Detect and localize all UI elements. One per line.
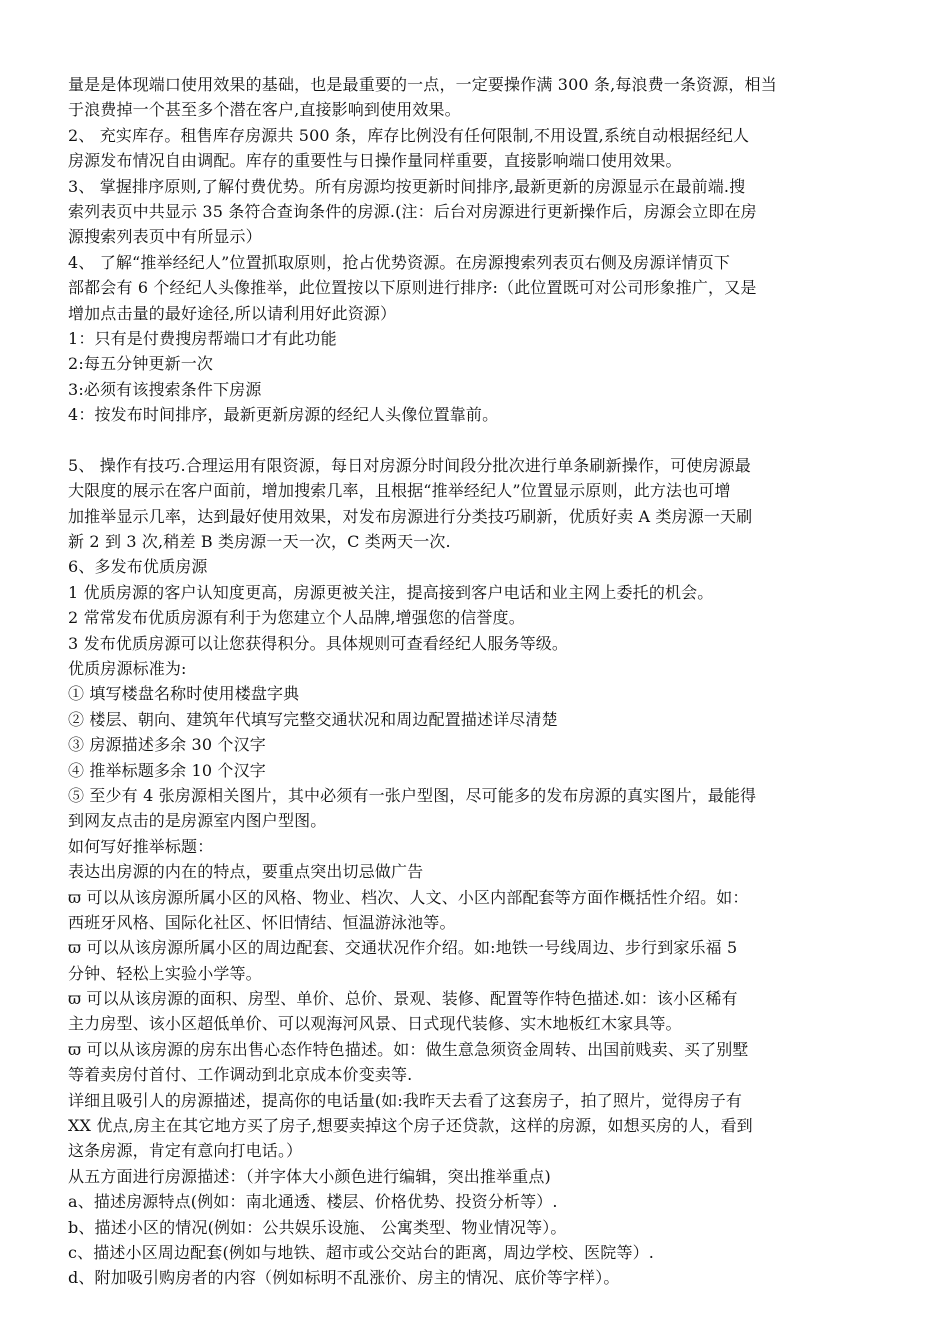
text-line: 新 2 到 3 次,稍差 B 类房源一天一次，C 类两天一次. bbox=[68, 532, 451, 552]
document-body bbox=[68, 72, 886, 1291]
text-line: 6、多发布优质房源 bbox=[68, 557, 208, 577]
text-line: 表达出房源的内在的特点，要重点突出切忌做广告 bbox=[68, 862, 424, 882]
text-line: ϖ 可以从该房源所属小区的周边配套、交通状况作介绍。如:地铁一号线周边、步行到家乐福 5 bbox=[68, 938, 738, 958]
text-line: 3、 掌握排序原则,了解付费优势。所有房源均按更新时间排序,最新更新的房源显示在最前端.搜 bbox=[68, 176, 746, 196]
text-line: 到网友点击的是房源室内图户型图。 bbox=[68, 811, 327, 831]
text-line: 如何写好推举标题： bbox=[68, 836, 214, 856]
text-line: ① 填写楼盘名称时使用楼盘字典 bbox=[68, 684, 300, 704]
text-line: d、附加吸引购房者的内容（例如标明不乱涨价、房主的情况、底价等字样）。 bbox=[68, 1268, 620, 1288]
text-line: ⑤ 至少有 4 张房源相关图片，其中必须有一张户型图，尽可能多的发布房源的真实图片，最能得 bbox=[68, 785, 757, 805]
text-line: 3:必须有该搜索条件下房源 bbox=[68, 379, 262, 399]
text-line: 等着卖房付首付、工作调动到北京成本价变卖等. bbox=[68, 1065, 413, 1085]
text-line: 主力房型、该小区超低单价、可以观海河风景、日式现代装修、实木地板红木家具等。 bbox=[68, 1014, 682, 1034]
text-line: ③ 房源描述多余 30 个汉字 bbox=[68, 735, 266, 755]
text-line: 量是是体现端口使用效果的基础，也是最重要的一点，一定要操作满 300 条,每浪费一条资源，相当 bbox=[68, 75, 777, 94]
text-line: b、描述小区的情况(例如：公共娱乐设施、 公寓类型、物业情况等）。 bbox=[68, 1217, 567, 1237]
text-line: 源搜索列表页中有所显示） bbox=[68, 227, 262, 247]
text-line: 详细且吸引人的房源描述，提高你的电话量(如:我昨天去看了这套房子，拍了照片，觉得房子有 bbox=[68, 1090, 743, 1110]
text-line: 大限度的展示在客户面前，增加搜索几率，且根据“推举经纪人”位置显示原则，此方法也可增 bbox=[68, 481, 731, 501]
text-line: 5、 操作有技巧.合理运用有限资源，每日对房源分时间段分批次进行单条刷新操作，可使房源最 bbox=[68, 455, 751, 475]
text-line: 部都会有 6 个经纪人头像推举，此位置按以下原则进行排序:（此位置既可对公司形象推广，又是 bbox=[68, 278, 757, 298]
text-line: 2、 充实库存。租售库存房源共 500 条，库存比例没有任何限制,不用设置,系统自动根据经纪人 bbox=[68, 125, 750, 145]
text-line: 西班牙风格、国际化社区、怀旧情结、恒温游泳池等。 bbox=[68, 912, 456, 932]
text-line: 3 发布优质房源可以让您获得积分。具体规则可查看经纪人服务等级。 bbox=[68, 633, 569, 653]
text-line: ④ 推举标题多余 10 个汉字 bbox=[68, 760, 266, 780]
text-line: 4、 了解“推举经纪人”位置抓取原则，抢占优势资源。在房源搜索列表页右侧及房源详情页下 bbox=[68, 252, 731, 272]
text-line: 从五方面进行房源描述：（并字体大小颜色进行编辑，突出推举重点) bbox=[68, 1166, 551, 1186]
text-line: 2 常常发布优质房源有利于为您建立个人品牌,增强您的信誉度。 bbox=[68, 608, 525, 628]
text-line: ϖ 可以从该房源所属小区的风格、物业、档次、人文、小区内部配套等方面作概括性介绍。如： bbox=[68, 887, 749, 907]
text-line: 索列表页中共显示 35 条符合查询条件的房源.(注：后台对房源进行更新操作后，房源会立即在房 bbox=[68, 201, 757, 221]
text-line: a、描述房源特点(例如：南北通透、楼层、价格优势、投资分析等）. bbox=[68, 1192, 558, 1212]
text-line: 房源发布情况自由调配。库存的重要性与日操作量同样重要，直接影响端口使用效果。 bbox=[68, 151, 682, 171]
text-line: 加推举显示几率，达到最好使用效果，对发布房源进行分类技巧刷新，优质好卖 A 类房源一天刷 bbox=[68, 506, 753, 526]
text-line: 这条房源，肯定有意向打电话。） bbox=[68, 1141, 303, 1161]
text-line: 1：只有是付费搜房帮端口才有此功能 bbox=[68, 328, 337, 348]
text-line: ② 楼层、朝向、建筑年代填写完整交通状况和周边配置描述详尽清楚 bbox=[68, 709, 558, 729]
text-line: 4：按发布时间排序，最新更新房源的经纪人头像位置靠前。 bbox=[68, 405, 499, 425]
text-line: 优质房源标准为: bbox=[68, 658, 187, 678]
text-line: XX 优点,房主在其它地方买了房子,想要卖掉这个房子还贷款，这样的房源，如想买房的人，看到 bbox=[68, 1116, 753, 1136]
text-line: ϖ 可以从该房源的面积、房型、单价、总价、景观、装修、配置等作特色描述.如：该小区稀有 bbox=[68, 989, 738, 1009]
text-line: 1 优质房源的客户认知度更高，房源更被关注，提高接到客户电话和业主网上委托的机会。 bbox=[68, 582, 714, 602]
text-line: ϖ 可以从该房源的房东出售心态作特色描述。如：做生意急须资金周转、出国前贱卖、买了别墅 bbox=[68, 1039, 749, 1059]
text-line: c、描述小区周边配套(例如与地铁、超市或公交站台的距离，周边学校、医院等）. bbox=[68, 1242, 654, 1262]
blank-line bbox=[68, 427, 886, 452]
text-line: 分钟、轻松上实验小学等。 bbox=[68, 963, 262, 983]
text-line: 2:每五分钟更新一次 bbox=[68, 354, 214, 374]
text-line: 增加点击量的最好途径,所以请利用好此资源） bbox=[68, 303, 397, 323]
text-line: 于浪费掉一个甚至多个潜在客户,直接影响到使用效果。 bbox=[68, 100, 461, 120]
